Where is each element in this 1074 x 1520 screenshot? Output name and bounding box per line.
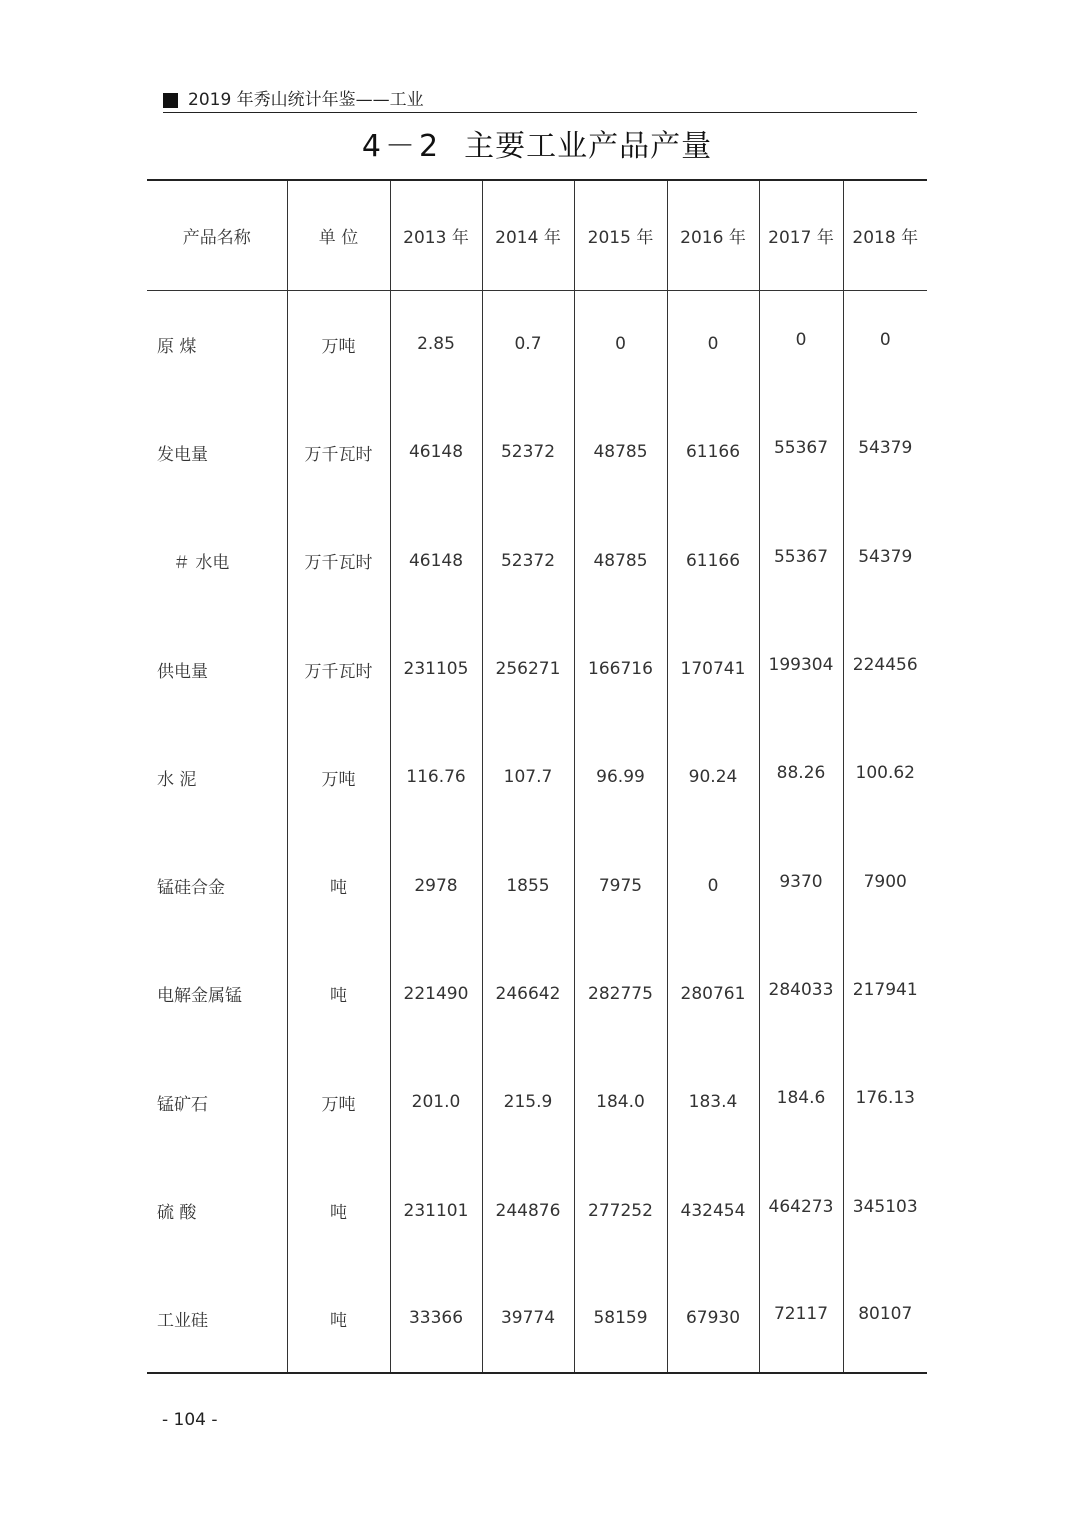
table-row <box>147 398 927 506</box>
unit-cell: 吨 <box>287 831 390 939</box>
table-row <box>147 723 927 831</box>
unit-cell: 吨 <box>287 1265 390 1373</box>
value-cell <box>843 940 927 1048</box>
product-name: 锰矿石 <box>157 1094 208 1115</box>
product-name: 电解金属锰 <box>157 986 242 1007</box>
product-name: 供电量 <box>157 661 208 682</box>
value-text: 80107 <box>858 1304 913 1325</box>
table-row <box>147 831 927 939</box>
value-cell: 282775 <box>574 940 667 1048</box>
value-cell: 215.9 <box>482 1048 574 1156</box>
page-title <box>0 126 1074 168</box>
table-row <box>147 1156 927 1264</box>
column-header-unit: 单 位 <box>287 180 390 290</box>
value-cell: 107.7 <box>482 723 574 831</box>
value-cell: 61166 <box>667 507 759 615</box>
value-text: 72117 <box>773 1304 829 1325</box>
value-text: 217941 <box>852 979 918 1000</box>
value-cell: 58159 <box>574 1265 667 1373</box>
value-cell: 280761 <box>667 940 759 1048</box>
value-cell <box>759 290 843 398</box>
product-name: 水 泥 <box>157 769 197 790</box>
value-cell <box>843 831 927 939</box>
value-cell: 184.0 <box>574 1048 667 1156</box>
value-cell <box>843 398 927 506</box>
running-header <box>163 88 917 113</box>
production-table <box>147 179 927 1374</box>
value-cell <box>843 507 927 615</box>
table-row <box>147 940 927 1048</box>
column-header-2015: 2015 年 <box>574 180 667 290</box>
value-text: 184.6 <box>776 1088 826 1109</box>
value-cell <box>843 615 927 723</box>
unit-cell: 万千瓦时 <box>287 507 390 615</box>
value-cell: 1855 <box>482 831 574 939</box>
unit-cell: 万吨 <box>287 1048 390 1156</box>
value-cell <box>759 940 843 1048</box>
unit-cell: 万千瓦时 <box>287 615 390 723</box>
value-cell: 48785 <box>574 398 667 506</box>
value-cell <box>759 831 843 939</box>
value-cell: 183.4 <box>667 1048 759 1156</box>
page-number: - 104 - <box>162 1410 218 1430</box>
value-cell <box>843 1265 927 1373</box>
column-header-2017: 2017 年 <box>759 180 843 290</box>
value-cell <box>843 290 927 398</box>
value-text: 54379 <box>858 438 913 459</box>
value-text: 199304 <box>768 655 834 676</box>
value-cell: 67930 <box>667 1265 759 1373</box>
value-text: 284033 <box>768 979 834 1000</box>
value-cell: 116.76 <box>390 723 482 831</box>
table-row <box>147 1265 927 1373</box>
value-cell <box>759 1265 843 1373</box>
value-cell <box>759 1048 843 1156</box>
column-header-product: 产品名称 <box>182 227 251 248</box>
column-header-2016: 2016 年 <box>667 180 759 290</box>
header-row <box>147 180 927 290</box>
value-cell <box>843 723 927 831</box>
product-name: 工业硅 <box>157 1310 208 1331</box>
unit-cell: 万千瓦时 <box>287 398 390 506</box>
value-text: 464273 <box>768 1196 834 1217</box>
value-cell: 221490 <box>390 940 482 1048</box>
table-row <box>147 1048 927 1156</box>
value-cell: 0 <box>667 831 759 939</box>
table-row <box>147 615 927 723</box>
value-cell: 166716 <box>574 615 667 723</box>
value-text: 345103 <box>852 1196 918 1217</box>
table-number: 4－2 <box>361 129 443 164</box>
value-cell: 201.0 <box>390 1048 482 1156</box>
value-cell: 2.85 <box>390 290 482 398</box>
product-name: 原 煤 <box>157 336 197 357</box>
product-name: 硫 酸 <box>157 1203 197 1224</box>
value-text: 100.62 <box>855 763 915 784</box>
column-header-2018: 2018 年 <box>843 180 927 290</box>
value-cell: 46148 <box>390 507 482 615</box>
value-cell: 277252 <box>574 1156 667 1264</box>
column-header-2013: 2013 年 <box>390 180 482 290</box>
value-text: 0 <box>795 330 807 351</box>
value-cell: 90.24 <box>667 723 759 831</box>
value-cell: 231105 <box>390 615 482 723</box>
value-cell: 33366 <box>390 1265 482 1373</box>
value-text: 176.13 <box>855 1088 915 1109</box>
value-cell: 244876 <box>482 1156 574 1264</box>
value-cell: 48785 <box>574 507 667 615</box>
value-cell: 2978 <box>390 831 482 939</box>
product-name: 发电量 <box>157 444 208 465</box>
value-cell: 256271 <box>482 615 574 723</box>
value-cell: 52372 <box>482 398 574 506</box>
value-cell: 61166 <box>667 398 759 506</box>
running-header-text: 2019 年秀山统计年鉴——工业 <box>188 90 424 110</box>
value-text: 0 <box>879 330 891 351</box>
unit-cell: 吨 <box>287 940 390 1048</box>
value-cell <box>759 615 843 723</box>
value-text: 55367 <box>773 438 829 459</box>
value-cell: 46148 <box>390 398 482 506</box>
value-cell: 96.99 <box>574 723 667 831</box>
value-text: 55367 <box>773 546 829 567</box>
table-title: 主要工业产品产量 <box>464 129 713 164</box>
table-row <box>147 290 927 398</box>
value-cell <box>843 1156 927 1264</box>
value-text: 9370 <box>779 871 823 892</box>
value-cell: 246642 <box>482 940 574 1048</box>
value-text: 7900 <box>863 871 907 892</box>
value-cell: 0 <box>667 290 759 398</box>
value-cell: 432454 <box>667 1156 759 1264</box>
product-name: 锰硅合金 <box>157 878 225 899</box>
table-row <box>147 507 927 615</box>
value-cell: 0 <box>574 290 667 398</box>
value-cell: 7975 <box>574 831 667 939</box>
product-name: ＃ 水电 <box>173 553 230 574</box>
value-cell <box>843 1048 927 1156</box>
unit-cell: 万吨 <box>287 723 390 831</box>
value-cell: 52372 <box>482 507 574 615</box>
value-cell <box>759 398 843 506</box>
unit-cell: 吨 <box>287 1156 390 1264</box>
value-cell <box>759 507 843 615</box>
value-text: 224456 <box>852 655 918 676</box>
value-cell: 170741 <box>667 615 759 723</box>
value-text: 88.26 <box>776 763 826 784</box>
column-header-2014: 2014 年 <box>482 180 574 290</box>
header-square-icon <box>163 93 178 108</box>
unit-cell: 万吨 <box>287 290 390 398</box>
value-cell: 231101 <box>390 1156 482 1264</box>
value-cell: 0.7 <box>482 290 574 398</box>
value-text: 54379 <box>858 546 913 567</box>
value-cell <box>759 723 843 831</box>
value-cell: 39774 <box>482 1265 574 1373</box>
value-cell <box>759 1156 843 1264</box>
